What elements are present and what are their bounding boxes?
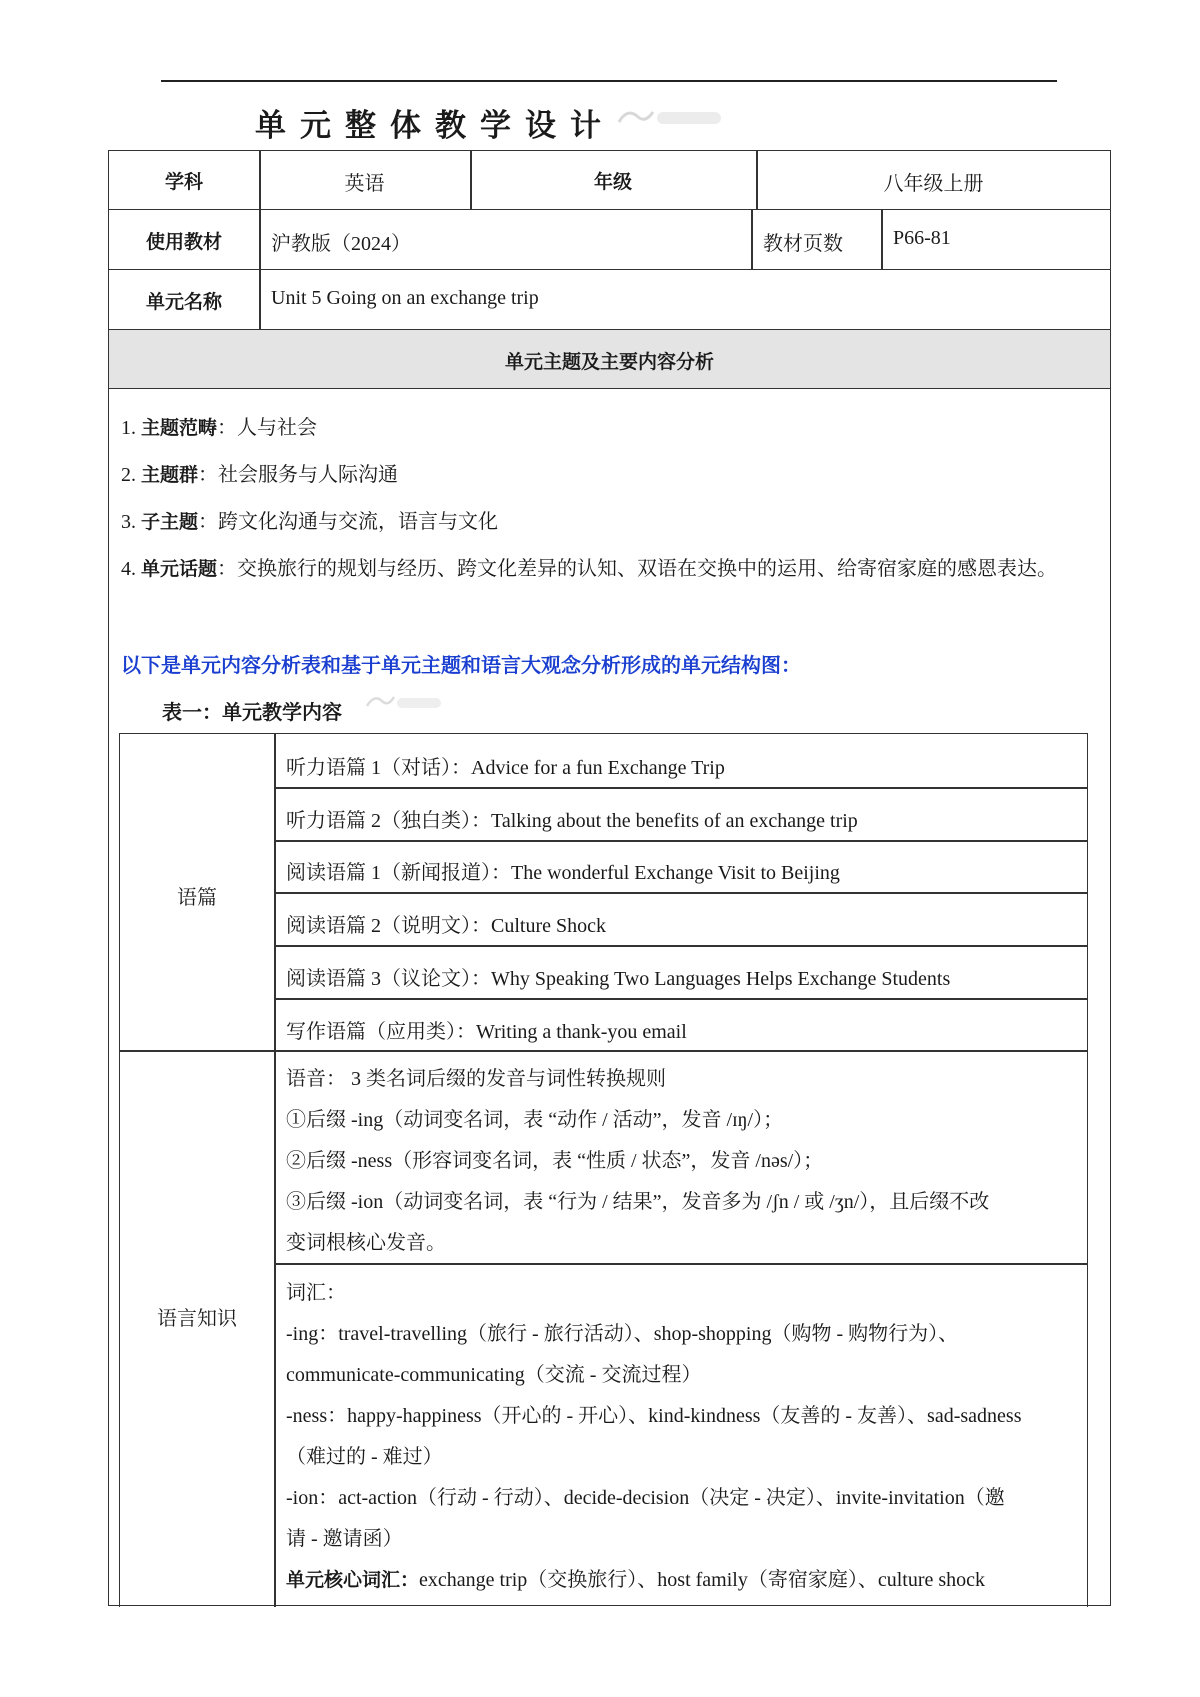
vocab-line: -ing：travel-travelling（旅行 - 旅行活动）、shop-shopping（购物 - 购物行为）、: [286, 1323, 959, 1345]
phonetics-line: 语音： 3 类名词后缀的发音与词性转换规则: [286, 1068, 666, 1090]
row-textbook: [109, 210, 1110, 270]
document-title: 单元整体教学设计: [255, 108, 615, 144]
texts-label: 语篇: [177, 887, 217, 909]
grade-value: 八年级上册: [883, 173, 984, 195]
table-caption: 表一：单元教学内容: [162, 700, 342, 724]
analysis-header: 单元主题及主要内容分析: [504, 351, 714, 373]
outer-table: [108, 150, 1111, 1606]
top-rule: [161, 80, 1057, 82]
content-table: [119, 733, 1088, 1607]
core-vocab-line: 单元核心词汇：exchange trip（交换旅行）、host family（寄宿家庭）、culture shock: [286, 1569, 986, 1591]
analysis-item: 4. 单元话题：交换旅行的规划与经历、跨文化差异的认知、双语在交换中的运用、给寄宿家庭的感恩表达。: [121, 558, 1058, 580]
vocab-line: （难过的 - 难过）: [286, 1446, 443, 1468]
vocab-line: -ness：happy-happiness（开心的 - 开心）、kind-kindness（友善的 - 友善）、sad-sadness: [286, 1405, 1022, 1427]
unit-value: Unit 5 Going on an exchange trip: [271, 287, 539, 309]
watermark-logo-small: [364, 691, 444, 713]
row-unit-name: [109, 270, 1110, 330]
analysis-item: 2. 主题群：社会服务与人际沟通: [121, 464, 399, 486]
pages-value: P66-81: [893, 227, 951, 249]
textbook-value: 沪教版（2024）: [271, 233, 411, 255]
analysis-header-row: [109, 330, 1110, 389]
text-item: 听力语篇 2（独白类）：Talking about the benefits of an exchange trip: [286, 810, 858, 832]
text-item: 写作语篇（应用类）：Writing a thank-you email: [286, 1021, 687, 1043]
analysis-item: 1. 主题范畴：人与社会: [121, 417, 318, 439]
vocab-line: 请 - 邀请函）: [286, 1528, 403, 1550]
row-subject-grade: [109, 151, 1110, 210]
knowledge-label: 语言知识: [157, 1308, 237, 1330]
vocab-line: -ion：act-action（行动 - 行动）、decide-decision（决定 - 决定）、invite-invitation（邀: [286, 1487, 1005, 1509]
text-item: 阅读语篇 1（新闻报道）：The wonderful Exchange Visit to Beijing: [286, 862, 840, 884]
phonetics-line: ①后缀 -ing（动词变名词，表 “动作 / 活动”，发音 /ɪŋ/）；: [286, 1109, 784, 1131]
subject-label: 学科: [164, 171, 203, 193]
textbook-label: 使用教材: [145, 231, 222, 253]
text-item: 阅读语篇 2（说明文）：Culture Shock: [286, 915, 606, 937]
subject-value: 英语: [344, 173, 385, 195]
phonetics-line: ②后缀 -ness（形容词变名词，表 “性质 / 状态”，发音 /nəs/）；: [286, 1150, 824, 1172]
watermark-logo: [615, 104, 725, 130]
vocab-line: 词汇：: [286, 1282, 346, 1304]
vocab-line: communicate-communicating（交流 - 交流过程）: [286, 1364, 702, 1386]
text-item: 阅读语篇 3（议论文）：Why Speaking Two Languages Helps Exchange Students: [286, 968, 951, 990]
pages-label: 教材页数: [763, 233, 843, 255]
phonetics-line: ③后缀 -ion（动词变名词，表 “行为 / 结果”，发音多为 /ʃn / 或 /ʒn/），且后缀不改: [286, 1191, 990, 1213]
analysis-item: 3. 子主题：跨文化沟通与交流，语言与文化: [121, 511, 499, 533]
grade-label: 年级: [593, 171, 632, 193]
intro-line: 以下是单元内容分析表和基于单元主题和语言大观念分析形成的单元结构图：: [121, 653, 801, 677]
text-item: 听力语篇 1（对话）：Advice for a fun Exchange Trip: [286, 757, 725, 779]
phonetics-line: 变词根核心发音。: [286, 1232, 446, 1254]
unit-label: 单元名称: [145, 291, 222, 313]
